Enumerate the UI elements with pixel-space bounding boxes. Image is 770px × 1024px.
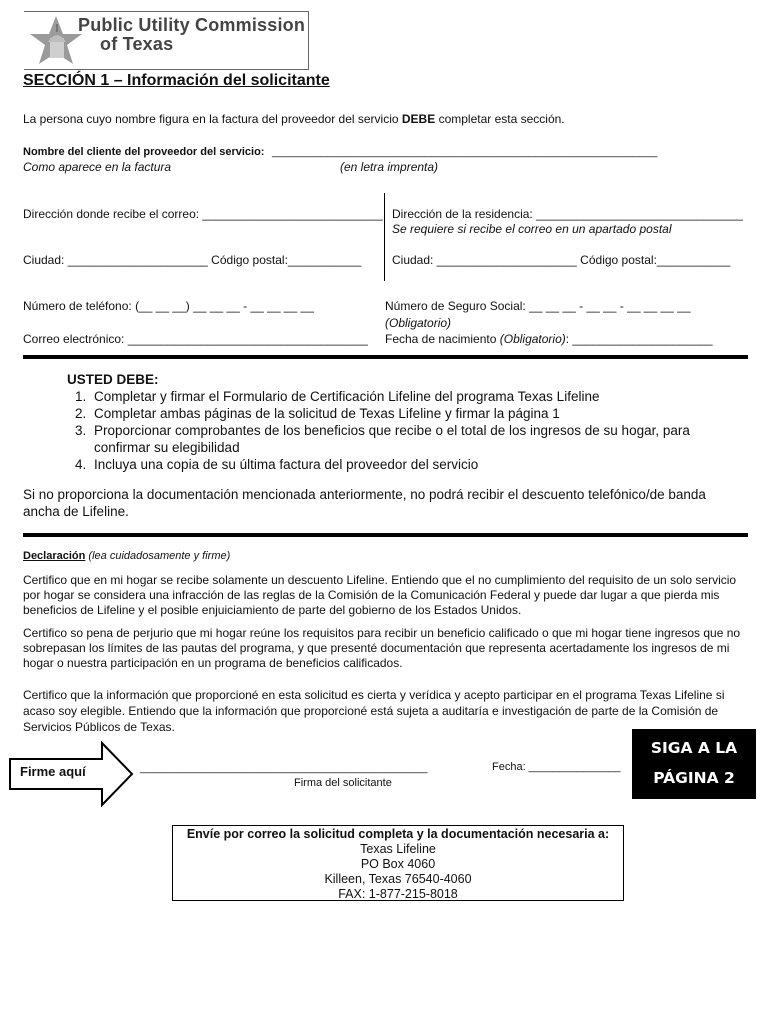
phone-field[interactable]: Número de teléfono: (__ __ __) __ __ __ - __ __ __ __ — [23, 299, 314, 313]
residence-address-field[interactable]: Dirección de la residencia: _______________________________ — [392, 207, 743, 221]
mail-line-2: PO Box 4060 — [360, 857, 436, 871]
customer-name-hint: Como aparece en la factura — [23, 160, 172, 174]
ssn-hint: (Obligatorio) — [385, 316, 452, 330]
customer-name-hint2: (en letra imprenta) — [340, 160, 439, 174]
ssn-field[interactable]: Número de Seguro Social: __ __ __ - __ __ - __ __ __ __ — [385, 299, 691, 313]
must-heading: USTED DEBE: — [67, 372, 159, 387]
customer-name-label: Nombre del cliente del proveedor del servicio: — [23, 146, 265, 158]
logo-line-2: of Texas — [100, 34, 174, 54]
mail-line-4: FAX: 1-877-215-8018 — [338, 887, 458, 901]
must-item-1: 1. Completar y firmar el Formulario de Certificación Lifeline del programa Texas Lifeline — [90, 388, 736, 405]
intro-text: La persona cuyo nombre figura en la factura del proveedor del servicio — [23, 112, 402, 126]
texas-star-capitol-icon — [26, 14, 86, 68]
must-list — [46, 388, 736, 473]
logo-text — [78, 16, 305, 54]
must-item-3: 3. Proporcionar comprobantes de los beneficios que recibe o el total de los ingresos de su hogar, para confirmar su elegibilidad — [90, 422, 736, 456]
dob-hint: (Obligatorio) — [499, 332, 566, 346]
intro-bold: DEBE — [401, 112, 436, 126]
declaration-title: Declaración — [23, 550, 86, 562]
declaration-paragraph-3: Certifico que la información que proporcioné en esta solicitud es cierta y verídica y acepto participar en el programa Texas Lifeline si acaso soy elegible. Entiendo que la información que proporcioné está sujeta a auditaría e investigación de parte de la Comisión de Servicios Públicos de Texas. — [23, 688, 725, 734]
intro-text-end: completar esta sección. — [435, 112, 565, 126]
mail-heading: Envíe por correo la solicitud completa y la documentación necesaria a: — [186, 827, 610, 841]
declaration-paragraph-2: Certifico so pena de perjurio que mi hogar reúne los requisitos para recibir un beneficio calificado o que mi hogar tiene ingresos que no sobrepasan los límites de las pautas del programa, y que presenté documentación que representa acertadamente los ingresos de mi hogar o nuestra participación en un programa de beneficios calificados. — [23, 626, 741, 670]
city-zip-mail-field[interactable]: Ciudad: _____________________ Código postal:___________ — [23, 253, 362, 267]
next-page-badge — [632, 729, 756, 799]
mail-line-1: Texas Lifeline — [360, 842, 436, 856]
signature-line[interactable]: _______________________________________________ — [140, 762, 428, 774]
date-field[interactable]: Fecha: _______________ — [492, 761, 621, 773]
section-divider-1 — [23, 355, 748, 359]
section-intro — [23, 112, 565, 127]
next-page-line-2: PÁGINA 2 — [653, 769, 735, 787]
declaration-subtitle: (lea cuidadosamente y firme) — [85, 550, 231, 562]
signature-label: Firma del solicitante — [294, 777, 392, 789]
must-item-2: 2. Completar ambas páginas de la solicitud de Texas Lifeline y firmar la página 1 — [90, 405, 736, 422]
next-page-line-1: SIGA A LA — [650, 739, 738, 757]
dob-line: : _____________________ — [565, 332, 713, 346]
section-divider-2 — [23, 533, 748, 537]
residence-hint: Se requiere si recibe el correo en un apartado postal — [392, 222, 672, 236]
column-divider — [384, 193, 385, 281]
mailing-address-box — [172, 825, 624, 901]
customer-name-field[interactable]: _______________________________________________________________ — [272, 146, 658, 158]
sign-here-label: Firme aquí — [20, 764, 86, 779]
city-zip-residence-field[interactable]: Ciudad: _____________________ Código postal:___________ — [392, 253, 731, 267]
mail-line-3: Killeen, Texas 76540-4060 — [324, 872, 472, 886]
email-field[interactable]: Correo electrónico: ____________________________________ — [23, 332, 368, 346]
section-title: SECCIÓN 1 – Información del solicitante — [23, 72, 330, 89]
must-warning: Si no proporciona la documentación mencionada anteriormente, no podrá recibir el descuento telefónico/de banda ancha de Lifeline. — [23, 487, 706, 519]
mail-address-field[interactable]: Dirección donde recibe el correo: ___________________________ — [23, 207, 383, 221]
logo-line-1: Public Utility Commission — [78, 15, 306, 35]
must-item-4: 4. Incluya una copia de su última factura del proveedor del servicio — [90, 456, 736, 473]
dob-label: Fecha de nacimiento — [385, 332, 500, 346]
declaration-heading — [23, 549, 230, 563]
dob-field[interactable] — [385, 332, 713, 347]
declaration-paragraph-1: Certifico que en mi hogar se recibe solamente un descuento Lifeline. Entiendo que el no cumplimiento del requisito de un solo servicio por hogar se considera una infracción de las reglas de la Comisión de la Comunicación Federal y puede dar lugar a que pierda mis beneficios de Lifeline y el posible enjuiciamiento de parte del gobierno de los Estados Unidos. — [23, 573, 737, 617]
